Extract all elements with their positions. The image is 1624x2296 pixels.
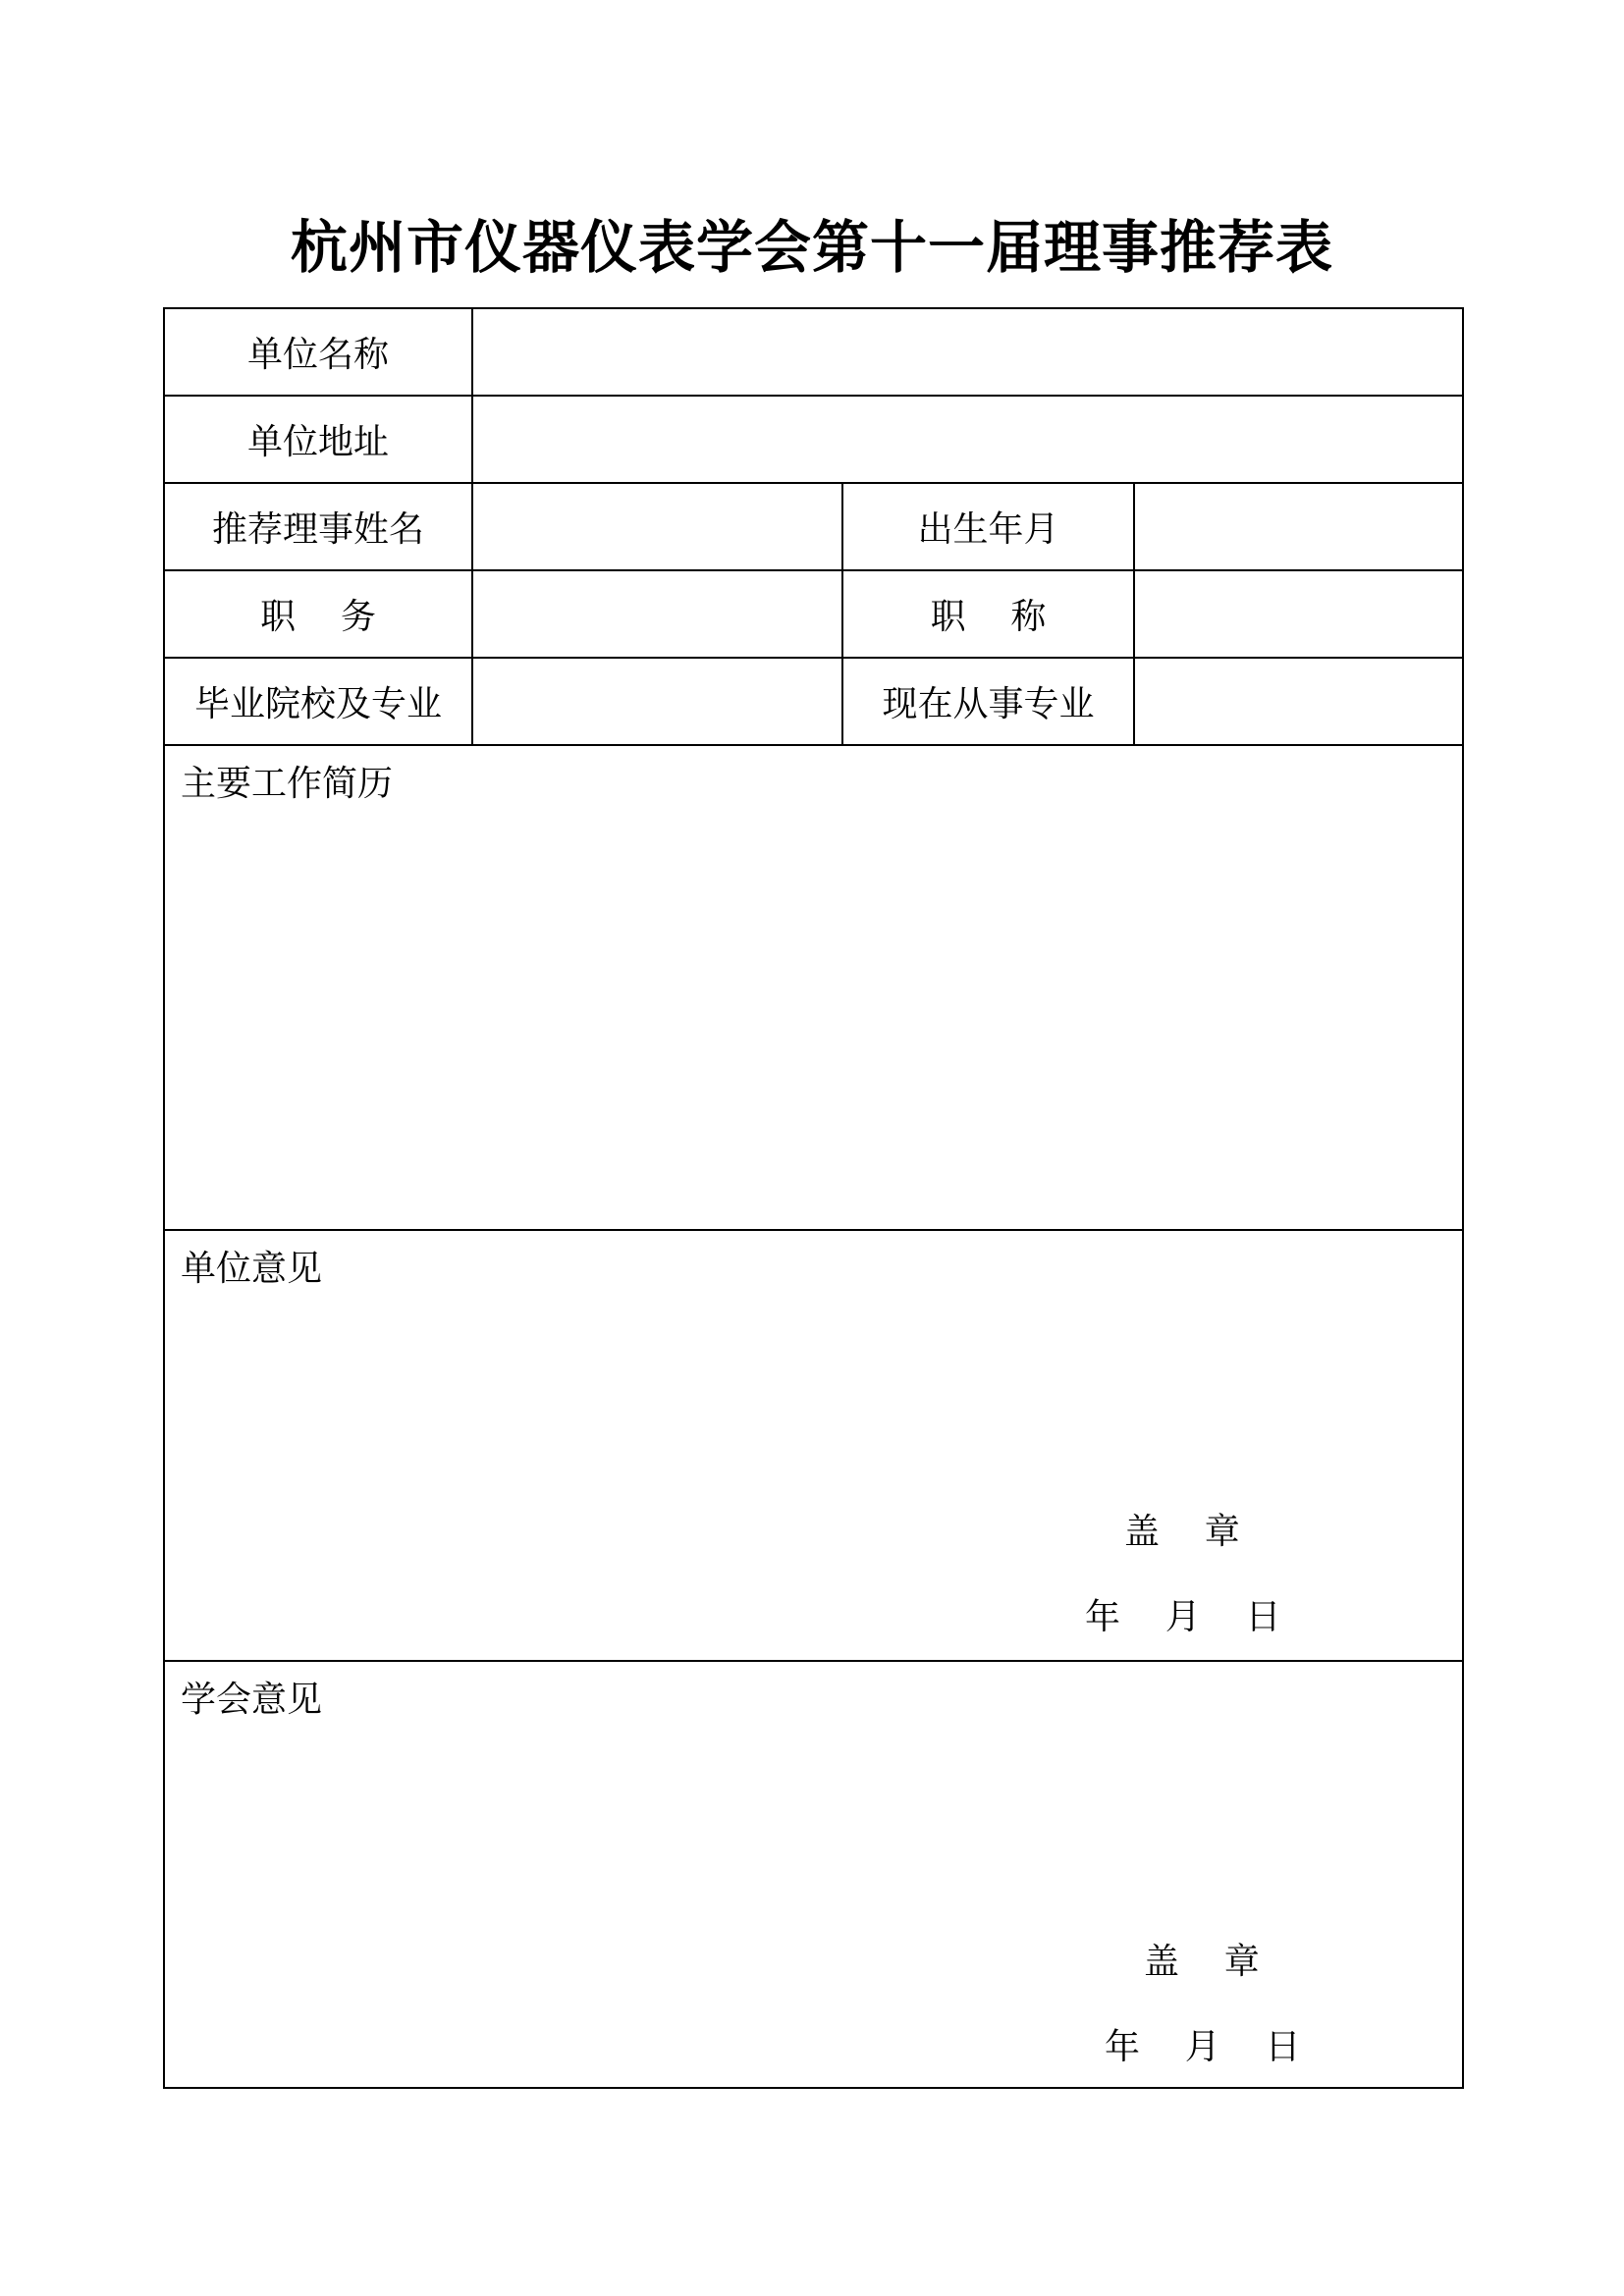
page-title: 杭州市仪器仪表学会第十一届理事推荐表	[290, 214, 1333, 281]
current-field-field[interactable]	[1135, 659, 1462, 744]
unit-name-field[interactable]	[473, 309, 1462, 395]
society-opinion-stamp: 盖 章	[1144, 1942, 1260, 1982]
graduate-school-label: 毕业院校及专业	[193, 684, 442, 724]
current-field-label: 现在从事专业	[882, 684, 1095, 724]
unit-opinion-label: 单位意见	[181, 1249, 323, 1289]
nominee-name-label: 推荐理事姓名	[211, 509, 424, 550]
position-field[interactable]	[473, 571, 841, 657]
unit-address-label: 单位地址	[246, 422, 389, 462]
work-history-label: 主要工作简历	[181, 764, 394, 804]
unit-opinion-stamp: 盖 章	[1124, 1512, 1240, 1552]
graduate-school-field[interactable]	[473, 659, 841, 744]
society-opinion-date: 年 月 日	[1105, 2027, 1301, 2067]
unit-address-field[interactable]	[473, 397, 1462, 482]
nomination-form	[163, 307, 1464, 2089]
position-label: 职 务	[260, 597, 376, 637]
work-history-field[interactable]	[165, 746, 1462, 1229]
title-rank-label: 职 称	[930, 597, 1047, 637]
nominee-name-field[interactable]	[473, 484, 841, 569]
society-opinion-label: 学会意见	[181, 1680, 323, 1720]
section-divider	[165, 1229, 1462, 1231]
birth-date-label: 出生年月	[917, 509, 1059, 550]
unit-name-label: 单位名称	[246, 335, 389, 375]
section-divider	[165, 1660, 1462, 1662]
title-rank-field[interactable]	[1135, 571, 1462, 657]
birth-date-field[interactable]	[1135, 484, 1462, 569]
unit-opinion-date: 年 月 日	[1085, 1597, 1281, 1637]
